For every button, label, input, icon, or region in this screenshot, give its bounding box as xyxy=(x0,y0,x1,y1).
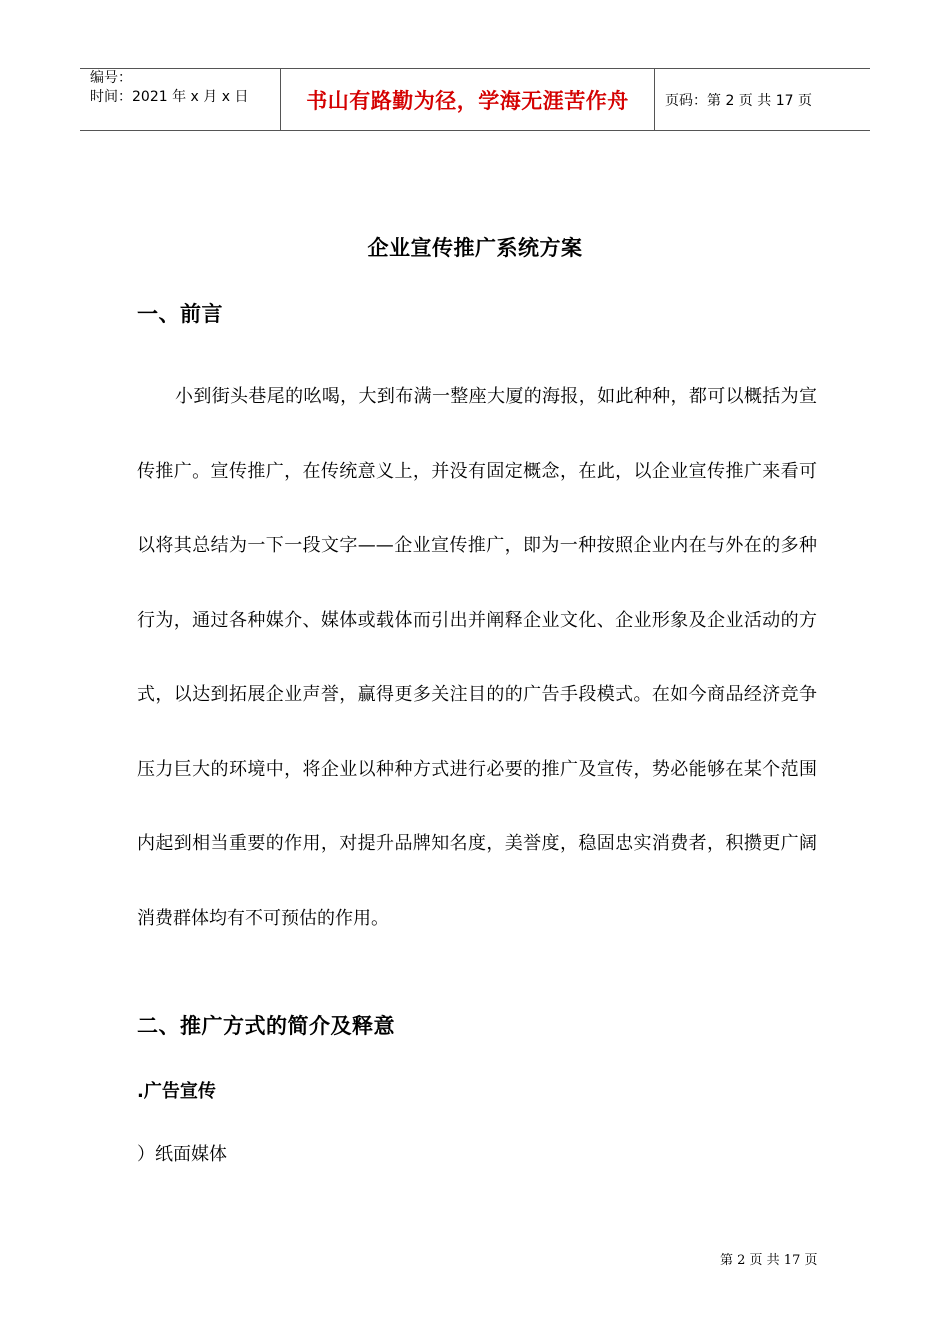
header-motto: 书山有路勤为径，学海无涯苦作舟 xyxy=(306,88,629,113)
document-number-label: 编号： xyxy=(90,70,132,86)
header-motto-cell xyxy=(281,69,655,130)
document-title: 企业宣传推广系统方案 xyxy=(367,236,583,260)
section-heading-preface: 一、前言 xyxy=(137,302,223,326)
page-header xyxy=(80,68,870,131)
header-meta-cell xyxy=(80,69,281,130)
subsection-heading-advertising: .广告宣传 xyxy=(137,1081,216,1102)
section-heading-promotion-methods: 二、推广方式的简介及释意 xyxy=(137,1014,395,1038)
page-footer: 第 2 页 共 17 页 xyxy=(720,1253,818,1268)
subitem-print-media: ）纸面媒体 xyxy=(137,1144,227,1165)
document-time-label: 时间：2021 年 x 月 x 日 xyxy=(90,89,249,105)
preface-paragraph: 小到街头巷尾的吆喝，大到布满一整座大厦的海报，如此种种，都可以概括为宣传推广。宣传推广，在传统意义上，并没有固定概念，在此，以企业宣传推广来看可以将其总结为一下一段文字——企业宣传推广，即为一种按照企业内在与外在的多种行为，通过各种媒介、媒体或载体而引出并阐释企业文化、企业形象及企业活动的方式，以达到拓展企业声誉，赢得更多关注目的的广告手段模式。在如今商品经济竞争压力巨大的环境中，将企业以种种方式进行必要的推广及宣传，势必能够在某个范围内起到相当重要的作用，对提升品牌知名度，美誉度，稳固忠实消费者，积攒更广阔消费群体均有不可预估的作用。 xyxy=(137,386,817,929)
preface-body xyxy=(137,360,817,956)
header-page-info: 页码：第 2 页 共 17 页 xyxy=(665,92,812,109)
